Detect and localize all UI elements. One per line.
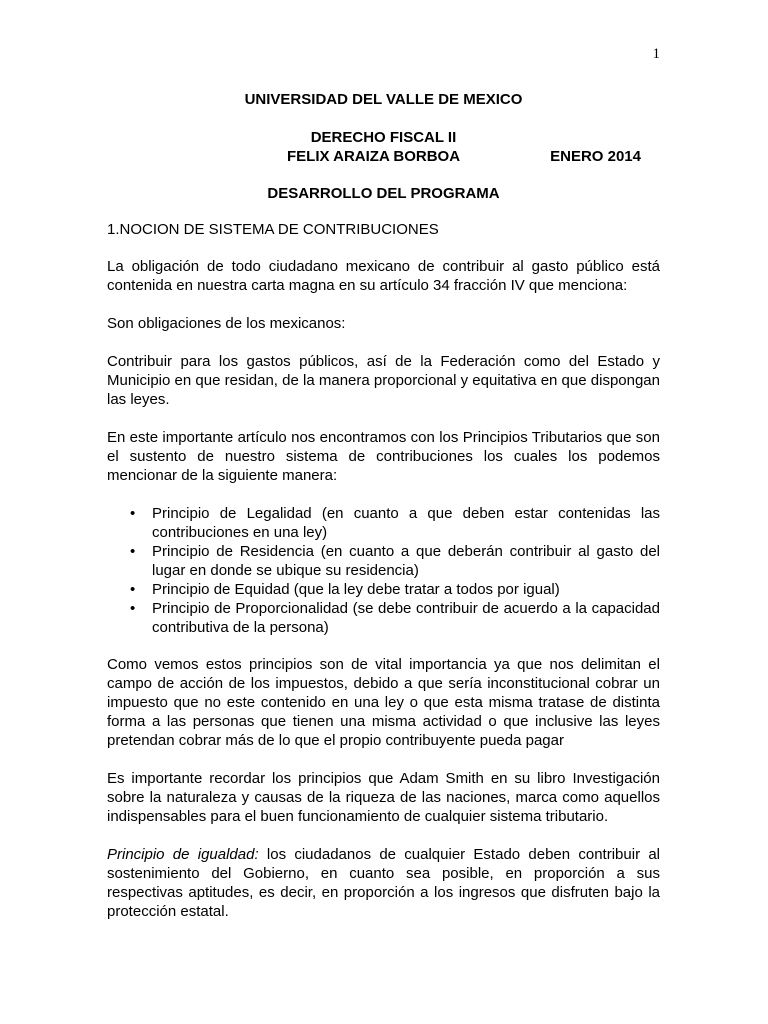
principles-list xyxy=(107,504,660,637)
paragraph-principles-intro: En este importante artículo nos encontramos con los Principios Tributarios que son el sustento de nuestro sistema de contribuciones los cuales los podemos mencionar de la siguiente manera: xyxy=(107,429,660,484)
bullet-icon: • xyxy=(130,505,136,522)
institution-title: UNIVERSIDAD DEL VALLE DE MEXICO xyxy=(244,91,523,108)
topic-title: 1.NOCION DE SISTEMA DE CONTRIBUCIONES xyxy=(107,221,439,238)
equality-principle-text: los ciudadanos de cualquier Estado deben contribuir al sostenimiento del Gobierno, en cuanto sea posible, en proporción a sus respectivas aptitudes, es decir, en proporción a los ingresos que disfruten bajo la protección estatal. xyxy=(107,846,661,920)
list-item-text: Principio de Legalidad (en cuanto a que deben estar contenidas las contribuciones en una ley) xyxy=(152,505,660,541)
list-item xyxy=(130,580,660,599)
paragraph-adam-smith: Es importante recordar los principios que Adam Smith en su libro Investigación sobre la naturaleza y causas de la riqueza de las naciones, marca como aquellos indispensables para el buen funcionamiento de cualquier sistema tributario. xyxy=(107,770,660,825)
bullet-icon: • xyxy=(130,543,136,560)
paragraph-obligation: La obligación de todo ciudadano mexicano de contribuir al gasto público está contenida en nuestra carta magna en su artículo 34 fracción IV que menciona: xyxy=(107,258,660,294)
list-item-text: Principio de Proporcionalidad (se debe contribuir de acuerdo a la capacidad contributiva de la persona) xyxy=(152,600,660,636)
section-heading: DESARROLLO DEL PROGRAMA xyxy=(267,185,500,202)
list-item xyxy=(130,542,660,580)
page-number: 1 xyxy=(652,46,660,62)
list-item-text: Principio de Equidad (que la ley debe tratar a todos por igual) xyxy=(152,581,560,598)
list-item-text: Principio de Residencia (en cuanto a que deberán contribuir al gasto del lugar en donde se ubique su residencia) xyxy=(152,543,660,579)
paragraph-equality xyxy=(107,845,660,921)
paragraph-obligations-intro: Son obligaciones de los mexicanos: xyxy=(107,315,346,332)
bullet-icon: • xyxy=(130,600,136,617)
document-date: ENERO 2014 xyxy=(550,148,641,165)
paragraph-importance: Como vemos estos principios son de vital importancia ya que nos delimitan el campo de acción de los impuestos, debido a que sería inconstitucional cobrar un impuesto que no este contenido en una ley o que esta misma tratase de distinta forma a las personas que tienen una misma actividad o que inclusive las leyes pretendan cobrar más de lo que el propio contribuyente pueda pagar xyxy=(107,656,660,749)
author-date-row xyxy=(107,147,660,166)
author-name: FELIX ARAIZA BORBOA xyxy=(287,148,461,165)
course-title: DERECHO FISCAL II xyxy=(310,129,457,146)
document-content xyxy=(107,90,660,940)
list-item xyxy=(130,599,660,637)
paragraph-article-quote: Contribuir para los gastos públicos, así de la Federación como del Estado y Municipio en que residan, de la manera proporcional y equitativa en que dispongan las leyes. xyxy=(107,353,660,408)
bullet-icon: • xyxy=(130,581,136,598)
list-item xyxy=(130,504,660,542)
equality-principle-label: Principio de igualdad: xyxy=(107,846,259,863)
